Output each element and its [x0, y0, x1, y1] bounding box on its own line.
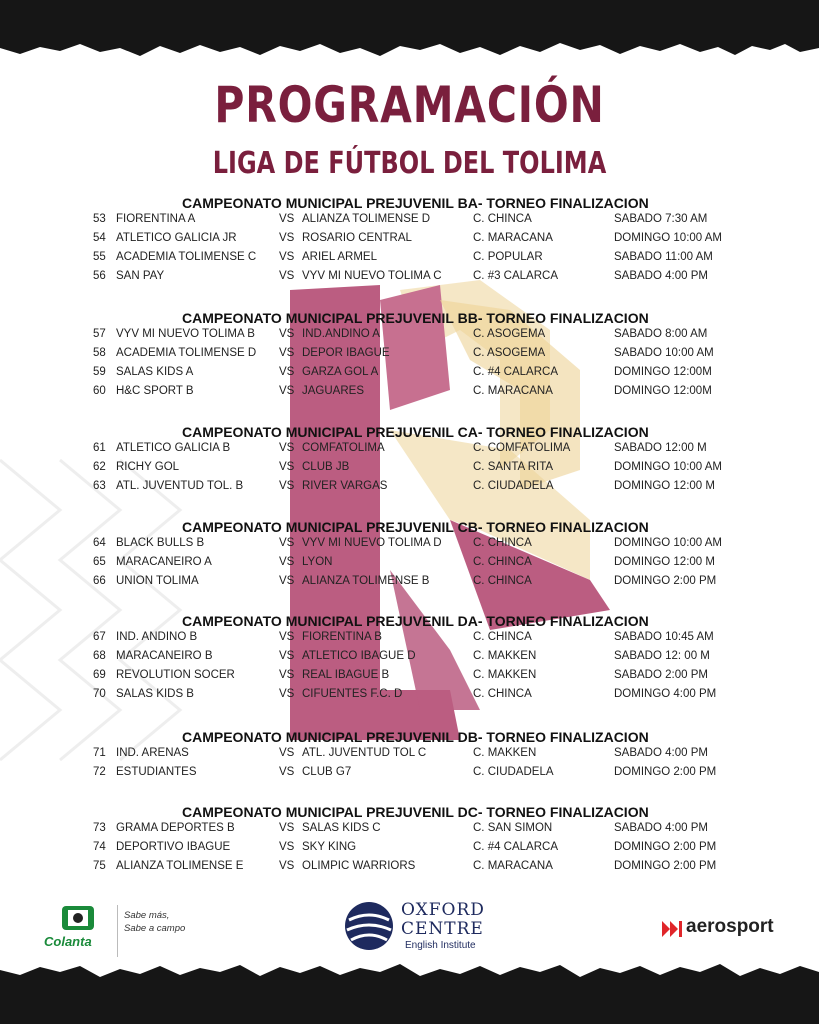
- match-away: SKY KING: [302, 841, 357, 853]
- match-away: ATL. JUVENTUD TOL C: [302, 747, 427, 759]
- match-vs: VS: [279, 347, 295, 359]
- match-vs: VS: [279, 385, 295, 397]
- match-row: [0, 251, 819, 270]
- match-away: REAL IBAGUE B: [302, 669, 390, 681]
- match-vs: VS: [279, 669, 295, 681]
- match-away: FIORENTINA B: [302, 631, 382, 643]
- match-num: 57: [93, 328, 106, 340]
- match-time: SABADO 11:00 AM: [614, 251, 713, 263]
- match-row: [0, 841, 819, 860]
- match-time: SABADO 12:00 M: [614, 442, 707, 454]
- match-row: [0, 556, 819, 575]
- colanta-tagline-1: Sabe más,: [124, 910, 170, 921]
- oxford-line-3: English Institute: [405, 940, 476, 951]
- match-away: ARIEL ARMEL: [302, 251, 377, 263]
- section-title: CAMPEONATO MUNICIPAL PREJUVENIL BB- TORNEO FINALIZACION: [182, 310, 649, 326]
- match-row: [0, 575, 819, 594]
- match-vs: VS: [279, 650, 295, 662]
- match-venue: C. MAKKEN: [473, 650, 537, 662]
- match-row: [0, 860, 819, 879]
- match-vs: VS: [279, 822, 295, 834]
- match-num: 64: [93, 537, 106, 549]
- match-time: DOMINGO 2:00 PM: [614, 860, 717, 872]
- match-home: SAN PAY: [116, 270, 165, 282]
- match-vs: VS: [279, 575, 295, 587]
- section-title: CAMPEONATO MUNICIPAL PREJUVENIL CA- TORNEO FINALIZACION: [182, 424, 649, 440]
- match-vs: VS: [279, 556, 295, 568]
- match-vs: VS: [279, 328, 295, 340]
- match-home: MARACANEIRO B: [116, 650, 213, 662]
- match-venue: C. CHINCA: [473, 213, 532, 225]
- match-away: CLUB G7: [302, 766, 352, 778]
- match-time: DOMINGO 12:00M: [614, 366, 712, 378]
- match-time: SABADO 7:30 AM: [614, 213, 708, 225]
- match-home: ESTUDIANTES: [116, 766, 197, 778]
- match-row: [0, 766, 819, 785]
- match-vs: VS: [279, 366, 295, 378]
- match-away: LYON: [302, 556, 333, 568]
- match-time: DOMINGO 10:00 AM: [614, 537, 723, 549]
- match-num: 68: [93, 650, 106, 662]
- match-away: RIVER VARGAS: [302, 480, 388, 492]
- match-away: VYV MI NUEVO TOLIMA C: [302, 270, 442, 282]
- match-num: 66: [93, 575, 106, 587]
- match-row: [0, 747, 819, 766]
- match-num: 72: [93, 766, 106, 778]
- match-home: SALAS KIDS B: [116, 688, 194, 700]
- oxford-logo: [343, 900, 503, 955]
- match-away: VYV MI NUEVO TOLIMA D: [302, 537, 442, 549]
- globe-icon: [343, 900, 395, 952]
- match-home: REVOLUTION SOCER: [116, 669, 235, 681]
- match-home: RICHY GOL: [116, 461, 180, 473]
- section-title: CAMPEONATO MUNICIPAL PREJUVENIL DA- TORNEO FINALIZACION: [182, 613, 649, 629]
- match-vs: VS: [279, 251, 295, 263]
- match-venue: C. MAKKEN: [473, 747, 537, 759]
- match-row: [0, 442, 819, 461]
- match-home: ATL. JUVENTUD TOL. B: [116, 480, 244, 492]
- match-venue: C. #4 CALARCA: [473, 841, 559, 853]
- match-row: [0, 461, 819, 480]
- page-subtitle: LIGA DE FÚTBOL DEL TOLIMA: [212, 146, 607, 181]
- match-time: SABADO 4:00 PM: [614, 747, 708, 759]
- match-num: 63: [93, 480, 106, 492]
- match-time: DOMINGO 10:00 AM: [614, 232, 723, 244]
- match-row: [0, 669, 819, 688]
- match-row: [0, 385, 819, 404]
- match-away: ALIANZA TOLIMENSE D: [302, 213, 431, 225]
- match-row: [0, 347, 819, 366]
- match-num: 65: [93, 556, 106, 568]
- match-home: MARACANEIRO A: [116, 556, 212, 568]
- match-venue: C. MARACANA: [473, 232, 553, 244]
- match-vs: VS: [279, 232, 295, 244]
- match-away: CLUB JB: [302, 461, 350, 473]
- match-away: GARZA GOL A: [302, 366, 379, 378]
- match-row: [0, 366, 819, 385]
- match-time: DOMINGO 12:00M: [614, 385, 712, 397]
- match-venue: C. COMFATOLIMA: [473, 442, 571, 454]
- match-venue: C. CHINCA: [473, 537, 532, 549]
- match-num: 70: [93, 688, 106, 700]
- match-row: [0, 650, 819, 669]
- match-venue: C. ASOGEMA: [473, 328, 546, 340]
- match-num: 60: [93, 385, 106, 397]
- match-venue: C. ASOGEMA: [473, 347, 546, 359]
- match-venue: C. #3 CALARCA: [473, 270, 559, 282]
- match-vs: VS: [279, 766, 295, 778]
- match-row: [0, 213, 819, 232]
- match-home: H&C SPORT B: [116, 385, 194, 397]
- colanta-tagline-2: Sabe a campo: [124, 923, 186, 934]
- match-num: 61: [93, 442, 106, 454]
- match-home: BLACK BULLS B: [116, 537, 205, 549]
- match-home: FIORENTINA A: [116, 213, 196, 225]
- section-title: CAMPEONATO MUNICIPAL PREJUVENIL DC- TORNEO FINALIZACION: [182, 804, 649, 820]
- match-time: DOMINGO 2:00 PM: [614, 575, 717, 587]
- aerosport-name: aerosport: [686, 916, 774, 937]
- match-time: SABADO 10:00 AM: [614, 347, 714, 359]
- section-title: CAMPEONATO MUNICIPAL PREJUVENIL BA- TORNEO FINALIZACION: [182, 195, 649, 211]
- oxford-line-1: OXFORD: [401, 900, 485, 920]
- match-vs: VS: [279, 213, 295, 225]
- match-row: [0, 822, 819, 841]
- match-away: COMFATOLIMA: [302, 442, 385, 454]
- match-home: ATLETICO GALICIA JR: [116, 232, 237, 244]
- match-vs: VS: [279, 461, 295, 473]
- match-num: 62: [93, 461, 106, 473]
- match-venue: C. CHINCA: [473, 556, 532, 568]
- match-home: IND. ANDINO B: [116, 631, 198, 643]
- match-vs: VS: [279, 841, 295, 853]
- match-home: VYV MI NUEVO TOLIMA B: [116, 328, 255, 340]
- match-row: [0, 688, 819, 707]
- match-num: 55: [93, 251, 106, 263]
- match-row: [0, 480, 819, 499]
- match-vs: VS: [279, 631, 295, 643]
- match-time: SABADO 4:00 PM: [614, 270, 708, 282]
- match-home: IND. ARENAS: [116, 747, 189, 759]
- section-title: CAMPEONATO MUNICIPAL PREJUVENIL DB- TORNEO FINALIZACION: [182, 729, 649, 745]
- match-venue: C. CIUDADELA: [473, 480, 554, 492]
- match-row: [0, 631, 819, 650]
- match-row: [0, 328, 819, 347]
- match-venue: C. MARACANA: [473, 385, 553, 397]
- match-num: 58: [93, 347, 106, 359]
- match-venue: C. POPULAR: [473, 251, 543, 263]
- match-time: DOMINGO 12:00 M: [614, 480, 715, 492]
- match-row: [0, 537, 819, 556]
- match-away: OLIMPIC WARRIORS: [302, 860, 416, 872]
- match-num: 54: [93, 232, 106, 244]
- match-num: 74: [93, 841, 106, 853]
- colanta-divider: [117, 905, 118, 957]
- match-venue: C. #4 CALARCA: [473, 366, 559, 378]
- match-home: SALAS KIDS A: [116, 366, 194, 378]
- match-row: [0, 270, 819, 289]
- match-home: UNION TOLIMA: [116, 575, 199, 587]
- match-venue: C. CHINCA: [473, 575, 532, 587]
- match-away: ALIANZA TOLIMENSE B: [302, 575, 430, 587]
- match-time: DOMINGO 12:00 M: [614, 556, 715, 568]
- page-title: PROGRAMACIÓN: [214, 76, 605, 134]
- section-title: CAMPEONATO MUNICIPAL PREJUVENIL CB- TORNEO FINALIZACION: [182, 519, 649, 535]
- match-num: 53: [93, 213, 106, 225]
- fast-forward-icon: [662, 919, 686, 939]
- match-vs: VS: [279, 480, 295, 492]
- match-home: GRAMA DEPORTES B: [116, 822, 235, 834]
- match-time: DOMINGO 10:00 AM: [614, 461, 723, 473]
- colanta-name: Colanta: [44, 934, 92, 949]
- match-away: ATLETICO IBAGUE D: [302, 650, 416, 662]
- match-venue: C. CHINCA: [473, 631, 532, 643]
- match-row: [0, 232, 819, 251]
- match-away: ROSARIO CENTRAL: [302, 232, 412, 244]
- match-vs: VS: [279, 537, 295, 549]
- match-num: 73: [93, 822, 106, 834]
- aerosport-logo: [662, 916, 792, 940]
- match-num: 75: [93, 860, 106, 872]
- match-time: SABADO 10:45 AM: [614, 631, 714, 643]
- match-num: 71: [93, 747, 106, 759]
- match-venue: C. CIUDADELA: [473, 766, 554, 778]
- sponsor-bar: [0, 890, 819, 960]
- match-venue: C. MAKKEN: [473, 669, 537, 681]
- match-home: ACADEMIA TOLIMENSE D: [116, 347, 257, 359]
- match-away: IND.ANDINO A: [302, 328, 380, 340]
- match-num: 69: [93, 669, 106, 681]
- match-vs: VS: [279, 442, 295, 454]
- match-venue: C. SAN SIMON: [473, 822, 553, 834]
- match-time: DOMINGO 2:00 PM: [614, 841, 717, 853]
- match-vs: VS: [279, 688, 295, 700]
- colanta-logo: [44, 900, 194, 960]
- oxford-line-2: CENTRE: [401, 919, 484, 939]
- match-time: SABADO 8:00 AM: [614, 328, 708, 340]
- match-time: DOMINGO 2:00 PM: [614, 766, 717, 778]
- match-time: SABADO 4:00 PM: [614, 822, 708, 834]
- match-num: 56: [93, 270, 106, 282]
- match-home: ACADEMIA TOLIMENSE C: [116, 251, 257, 263]
- match-venue: C. SANTA RITA: [473, 461, 554, 473]
- match-vs: VS: [279, 270, 295, 282]
- match-vs: VS: [279, 747, 295, 759]
- match-away: SALAS KIDS C: [302, 822, 381, 834]
- match-time: DOMINGO 4:00 PM: [614, 688, 717, 700]
- match-away: DEPOR IBAGUE: [302, 347, 390, 359]
- match-time: SABADO 2:00 PM: [614, 669, 708, 681]
- match-home: DEPORTIVO IBAGUE: [116, 841, 231, 853]
- match-home: ALIANZA TOLIMENSE E: [116, 860, 244, 872]
- match-venue: C. CHINCA: [473, 688, 532, 700]
- match-home: ATLETICO GALICIA B: [116, 442, 231, 454]
- match-num: 67: [93, 631, 106, 643]
- match-vs: VS: [279, 860, 295, 872]
- match-away: CIFUENTES F.C. D: [302, 688, 403, 700]
- match-time: SABADO 12: 00 M: [614, 650, 710, 662]
- match-away: JAGUARES: [302, 385, 364, 397]
- match-venue: C. MARACANA: [473, 860, 553, 872]
- match-num: 59: [93, 366, 106, 378]
